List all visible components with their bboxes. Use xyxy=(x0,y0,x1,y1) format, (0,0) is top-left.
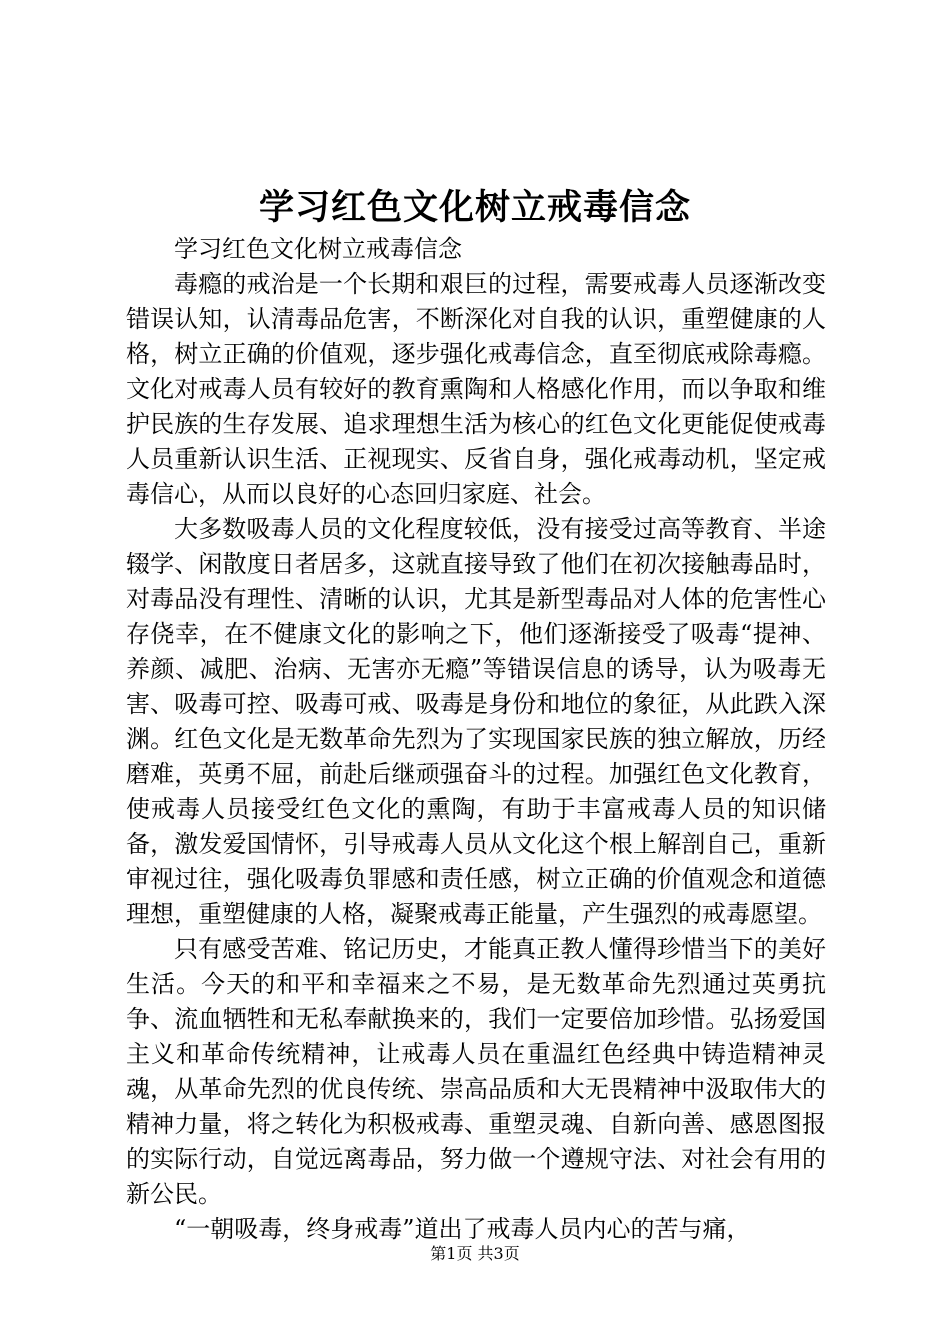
document-title: 学习红色文化树立戒毒信念 xyxy=(258,187,691,228)
paragraph: 毒瘾的戒治是一个长期和艰巨的过程，需要戒毒人员逐渐改变错误认知，认清毒品危害，不断深化对自我的认识，重塑健康的人格，树立正确的价值观，逐步强化戒毒信念，直至彻底戒除毒瘾。文化对戒毒人员有较好的教育熏陶和人格感化作用，而以争取和维护民族的生存发展、追求理想生活为核心的红色文化更能促使戒毒人员重新认识生活、正视现实、反省自身，强化戒毒动机，坚定戒毒信心，从而以良好的心态回归家庭、社会。 xyxy=(126,270,826,508)
paragraph: “一朝吸毒，终身戒毒”道出了戒毒人员内心的苦与痛， xyxy=(174,1215,751,1243)
paragraph: 只有感受苦难、铭记历史，才能真正教人懂得珍惜当下的美好生活。今天的和平和幸福来之不易，是无数革命先烈通过英勇抗争、流血牺牲和无私奉献换来的，我们一定要倍加珍惜。弘扬爱国主义和革命传统精神，让戒毒人员在重温红色经典中铸造精神灵魂，从革命先烈的优良传统、崇高品质和大无畏精神中汲取伟大的精神力量，将之转化为积极戒毒、重塑灵魂、自新向善、感恩图报的实际行动，自觉远离毒品，努力做一个遵规守法、对社会有用的新公民。 xyxy=(126,935,826,1208)
page-number-footer: 第1页 共3页 xyxy=(430,1244,520,1263)
paragraph-subtitle: 学习红色文化树立戒毒信念 xyxy=(174,235,462,263)
paragraph: 大多数吸毒人员的文化程度较低，没有接受过高等教育、半途辍学、闲散度日者居多，这就直接导致了他们在初次接触毒品时，对毒品没有理性、清晰的认识，尤其是新型毒品对人体的危害性心存侥幸，在不健康文化的影响之下，他们逐渐接受了吸毒“提神、养颜、减肥、治病、无害亦无瘾”等错误信息的诱导，认为吸毒无害、吸毒可控、吸毒可戒、吸毒是身份和地位的象征，从此跌入深渊。红色文化是无数革命先烈为了实现国家民族的独立解放，历经磨难，英勇不屈，前赴后继顽强奋斗的过程。加强红色文化教育，使戒毒人员接受红色文化的熏陶，有助于丰富戒毒人员的知识储备，激发爱国情怀，引导戒毒人员从文化这个根上解剖自己，重新审视过往，强化吸毒负罪感和责任感，树立正确的价值观念和道德理想，重塑健康的人格，凝聚戒毒正能量，产生强烈的戒毒愿望。 xyxy=(126,515,826,928)
document-body xyxy=(126,232,826,1247)
